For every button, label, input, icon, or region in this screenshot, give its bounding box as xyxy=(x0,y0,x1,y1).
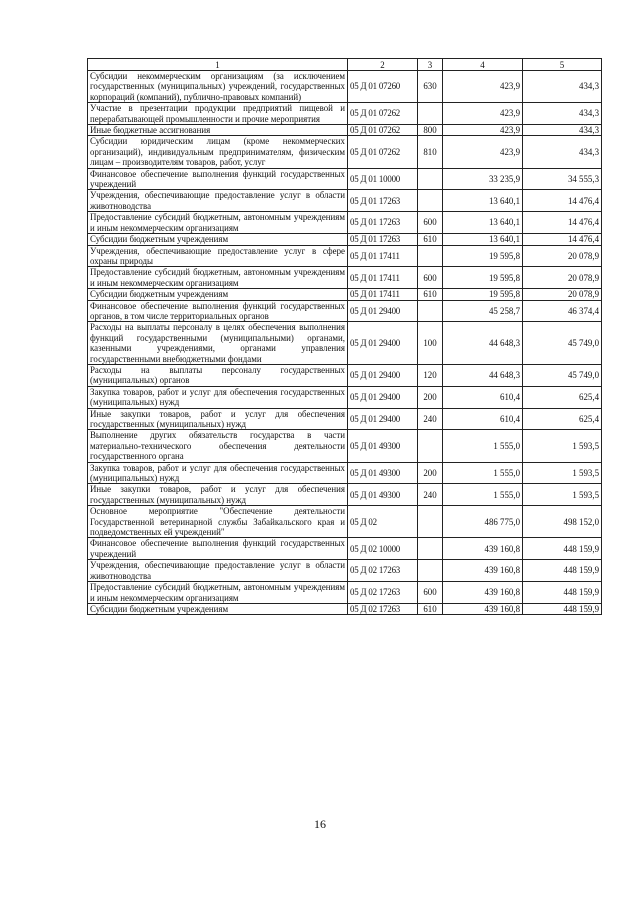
row-code: 05 Д 02 17263 xyxy=(348,582,418,604)
row-value-col5: 625,4 xyxy=(523,408,602,430)
row-value-col4: 13 640,1 xyxy=(443,190,523,212)
row-value-col4: 439 160,8 xyxy=(443,560,523,582)
table-row xyxy=(88,71,602,103)
row-code: 05 Д 02 xyxy=(348,506,418,538)
table-row xyxy=(88,538,602,560)
row-expense-type xyxy=(418,560,443,582)
row-code: 05 Д 01 29400 xyxy=(348,364,418,386)
row-expense-type: 610 xyxy=(418,289,443,300)
row-value-col4: 19 595,8 xyxy=(443,245,523,267)
row-name: Закупка товаров, работ и услуг для обеспечения государственных (муниципальных) нужд xyxy=(88,462,348,484)
table-row xyxy=(88,582,602,604)
table-row xyxy=(88,386,602,408)
row-code: 05 Д 01 07260 xyxy=(348,71,418,103)
row-expense-type xyxy=(418,168,443,190)
row-code: 05 Д 01 17411 xyxy=(348,245,418,267)
table-row xyxy=(88,430,602,462)
row-value-col4: 486 775,0 xyxy=(443,506,523,538)
row-code: 05 Д 01 07262 xyxy=(348,103,418,125)
row-value-col5: 434,3 xyxy=(523,71,602,103)
row-expense-type: 200 xyxy=(418,462,443,484)
row-code: 05 Д 01 17263 xyxy=(348,212,418,234)
table-row xyxy=(88,136,602,168)
table-row xyxy=(88,506,602,538)
row-name: Учреждения, обеспечивающие предоставление услуг в области животноводства xyxy=(88,190,348,212)
row-value-col5: 434,3 xyxy=(523,103,602,125)
row-value-col5: 14 476,4 xyxy=(523,190,602,212)
row-value-col5: 20 078,9 xyxy=(523,289,602,300)
row-name: Расходы на выплаты персоналу государственных (муниципальных) органов xyxy=(88,364,348,386)
table-row xyxy=(88,190,602,212)
row-value-col5: 498 152,0 xyxy=(523,506,602,538)
row-value-col5: 448 159,9 xyxy=(523,560,602,582)
row-expense-type: 600 xyxy=(418,582,443,604)
row-expense-type: 610 xyxy=(418,234,443,245)
row-expense-type xyxy=(418,103,443,125)
row-value-col5: 434,3 xyxy=(523,125,602,136)
row-code: 05 Д 01 49300 xyxy=(348,484,418,506)
row-code: 05 Д 01 10000 xyxy=(348,168,418,190)
table-row xyxy=(88,603,602,614)
row-value-col5: 45 749,0 xyxy=(523,322,602,365)
row-name: Субсидии бюджетным учреждениям xyxy=(88,289,348,300)
row-value-col4: 13 640,1 xyxy=(443,212,523,234)
row-name: Предоставление субсидий бюджетным, автономным учреждениям и иным некоммерческим организациям xyxy=(88,267,348,289)
row-name: Закупка товаров, работ и услуг для обеспечения государственных (муниципальных) нужд xyxy=(88,386,348,408)
row-value-col5: 45 749,0 xyxy=(523,364,602,386)
row-value-col4: 439 160,8 xyxy=(443,538,523,560)
table-row xyxy=(88,300,602,322)
row-name: Финансовое обеспечение выполнения функций государственных учреждений xyxy=(88,538,348,560)
row-value-col4: 1 555,0 xyxy=(443,462,523,484)
row-value-col4: 19 595,8 xyxy=(443,289,523,300)
row-value-col4: 439 160,8 xyxy=(443,582,523,604)
row-expense-type: 810 xyxy=(418,136,443,168)
row-name: Субсидии юридическим лицам (кроме некоммерческих организаций), индивидуальным предпринимателям, физическим лицам – производителям товаров, работ, услуг xyxy=(88,136,348,168)
row-expense-type: 600 xyxy=(418,267,443,289)
column-header: 4 xyxy=(443,59,523,71)
row-value-col5: 434,3 xyxy=(523,136,602,168)
table-row xyxy=(88,364,602,386)
row-value-col5: 34 555,3 xyxy=(523,168,602,190)
row-name: Финансовое обеспечение выполнения функций государственных учреждений xyxy=(88,168,348,190)
row-code: 05 Д 01 17411 xyxy=(348,289,418,300)
table-row xyxy=(88,245,602,267)
row-value-col5: 20 078,9 xyxy=(523,267,602,289)
row-value-col5: 1 593,5 xyxy=(523,462,602,484)
row-value-col5: 448 159,9 xyxy=(523,582,602,604)
row-name: Расходы на выплаты персоналу в целях обеспечения выполнения функций государственными (муниципальными) органами, казенными учреждениями, органами управления государственными внебюджетными фондами xyxy=(88,322,348,365)
table-row xyxy=(88,103,602,125)
row-name: Субсидии бюджетным учреждениям xyxy=(88,234,348,245)
row-code: 05 Д 01 49300 xyxy=(348,430,418,462)
row-name: Финансовое обеспечение выполнения функций государственных органов, в том числе территориальных органов xyxy=(88,300,348,322)
row-expense-type: 100 xyxy=(418,322,443,365)
row-value-col4: 423,9 xyxy=(443,136,523,168)
table-row xyxy=(88,322,602,365)
row-value-col4: 33 235,9 xyxy=(443,168,523,190)
page-number: 16 xyxy=(314,817,326,831)
row-value-col4: 423,9 xyxy=(443,71,523,103)
row-expense-type xyxy=(418,190,443,212)
row-expense-type: 120 xyxy=(418,364,443,386)
row-expense-type: 200 xyxy=(418,386,443,408)
row-code: 05 Д 01 17411 xyxy=(348,267,418,289)
row-code: 05 Д 02 10000 xyxy=(348,538,418,560)
table-row xyxy=(88,408,602,430)
row-value-col4: 44 648,3 xyxy=(443,322,523,365)
row-code: 05 Д 01 07262 xyxy=(348,136,418,168)
row-value-col5: 14 476,4 xyxy=(523,212,602,234)
row-value-col4: 13 640,1 xyxy=(443,234,523,245)
row-value-col5: 14 476,4 xyxy=(523,234,602,245)
table-row xyxy=(88,462,602,484)
table-row xyxy=(88,125,602,136)
row-name: Предоставление субсидий бюджетным, автономным учреждениям и иным некоммерческим организациям xyxy=(88,582,348,604)
row-code: 05 Д 01 17263 xyxy=(348,234,418,245)
row-value-col4: 610,4 xyxy=(443,386,523,408)
row-value-col4: 423,9 xyxy=(443,125,523,136)
row-name: Субсидии бюджетным учреждениям xyxy=(88,603,348,614)
column-header: 2 xyxy=(348,59,418,71)
row-code: 05 Д 01 17263 xyxy=(348,190,418,212)
row-code: 05 Д 01 29400 xyxy=(348,408,418,430)
row-value-col4: 1 555,0 xyxy=(443,484,523,506)
row-expense-type xyxy=(418,430,443,462)
row-value-col4: 439 160,8 xyxy=(443,603,523,614)
row-name: Иные бюджетные ассигнования xyxy=(88,125,348,136)
table-row xyxy=(88,234,602,245)
row-expense-type: 240 xyxy=(418,408,443,430)
row-value-col4: 610,4 xyxy=(443,408,523,430)
column-header: 3 xyxy=(418,59,443,71)
row-expense-type: 600 xyxy=(418,212,443,234)
row-expense-type: 800 xyxy=(418,125,443,136)
row-value-col5: 625,4 xyxy=(523,386,602,408)
row-name: Выполнение других обязательств государства в части материально-технического обеспечения деятельности государственного органа xyxy=(88,430,348,462)
row-value-col4: 45 258,7 xyxy=(443,300,523,322)
row-expense-type xyxy=(418,300,443,322)
row-name: Участие в презентации продукции предприятий пищевой и перерабатывающей промышленности и прочие мероприятия xyxy=(88,103,348,125)
row-value-col5: 448 159,9 xyxy=(523,538,602,560)
budget-table xyxy=(87,58,602,615)
table-row xyxy=(88,168,602,190)
row-code: 05 Д 02 17263 xyxy=(348,603,418,614)
row-value-col4: 44 648,3 xyxy=(443,364,523,386)
row-expense-type xyxy=(418,245,443,267)
row-name: Основное мероприятие "Обеспечение деятельности Государственной ветеринарной службы Забайкальского края и подведомственных ей учреждений" xyxy=(88,506,348,538)
row-value-col5: 1 593,5 xyxy=(523,430,602,462)
row-value-col5: 448 159,9 xyxy=(523,603,602,614)
row-expense-type: 630 xyxy=(418,71,443,103)
row-name: Предоставление субсидий бюджетным, автономным учреждениям и иным некоммерческим организациям xyxy=(88,212,348,234)
row-code: 05 Д 02 17263 xyxy=(348,560,418,582)
row-expense-type: 240 xyxy=(418,484,443,506)
row-name: Учреждения, обеспечивающие предоставление услуг в области животноводства xyxy=(88,560,348,582)
row-name: Субсидии некоммерческим организациям (за исключением государственных (муниципальных) учреждений, государственных корпораций (компаний), публично-правовых компаний) xyxy=(88,71,348,103)
row-value-col4: 19 595,8 xyxy=(443,267,523,289)
column-header: 1 xyxy=(88,59,348,71)
table-row xyxy=(88,289,602,300)
row-value-col5: 46 374,4 xyxy=(523,300,602,322)
table-row xyxy=(88,212,602,234)
table-row xyxy=(88,484,602,506)
row-code: 05 Д 01 07262 xyxy=(348,125,418,136)
row-code: 05 Д 01 49300 xyxy=(348,462,418,484)
row-value-col4: 1 555,0 xyxy=(443,430,523,462)
row-code: 05 Д 01 29400 xyxy=(348,386,418,408)
header-row xyxy=(88,59,602,71)
row-value-col4: 423,9 xyxy=(443,103,523,125)
row-expense-type: 610 xyxy=(418,603,443,614)
column-header: 5 xyxy=(523,59,602,71)
row-value-col5: 20 078,9 xyxy=(523,245,602,267)
row-name: Иные закупки товаров, работ и услуг для обеспечения государственных (муниципальных) нужд xyxy=(88,484,348,506)
table-row xyxy=(88,560,602,582)
row-name: Учреждения, обеспечивающие предоставление услуг в сфере охраны природы xyxy=(88,245,348,267)
row-code: 05 Д 01 29400 xyxy=(348,322,418,365)
table-row xyxy=(88,267,602,289)
row-name: Иные закупки товаров, работ и услуг для обеспечения государственных (муниципальных) нужд xyxy=(88,408,348,430)
row-value-col5: 1 593,5 xyxy=(523,484,602,506)
row-expense-type xyxy=(418,538,443,560)
row-code: 05 Д 01 29400 xyxy=(348,300,418,322)
row-expense-type xyxy=(418,506,443,538)
table-body xyxy=(88,71,602,615)
